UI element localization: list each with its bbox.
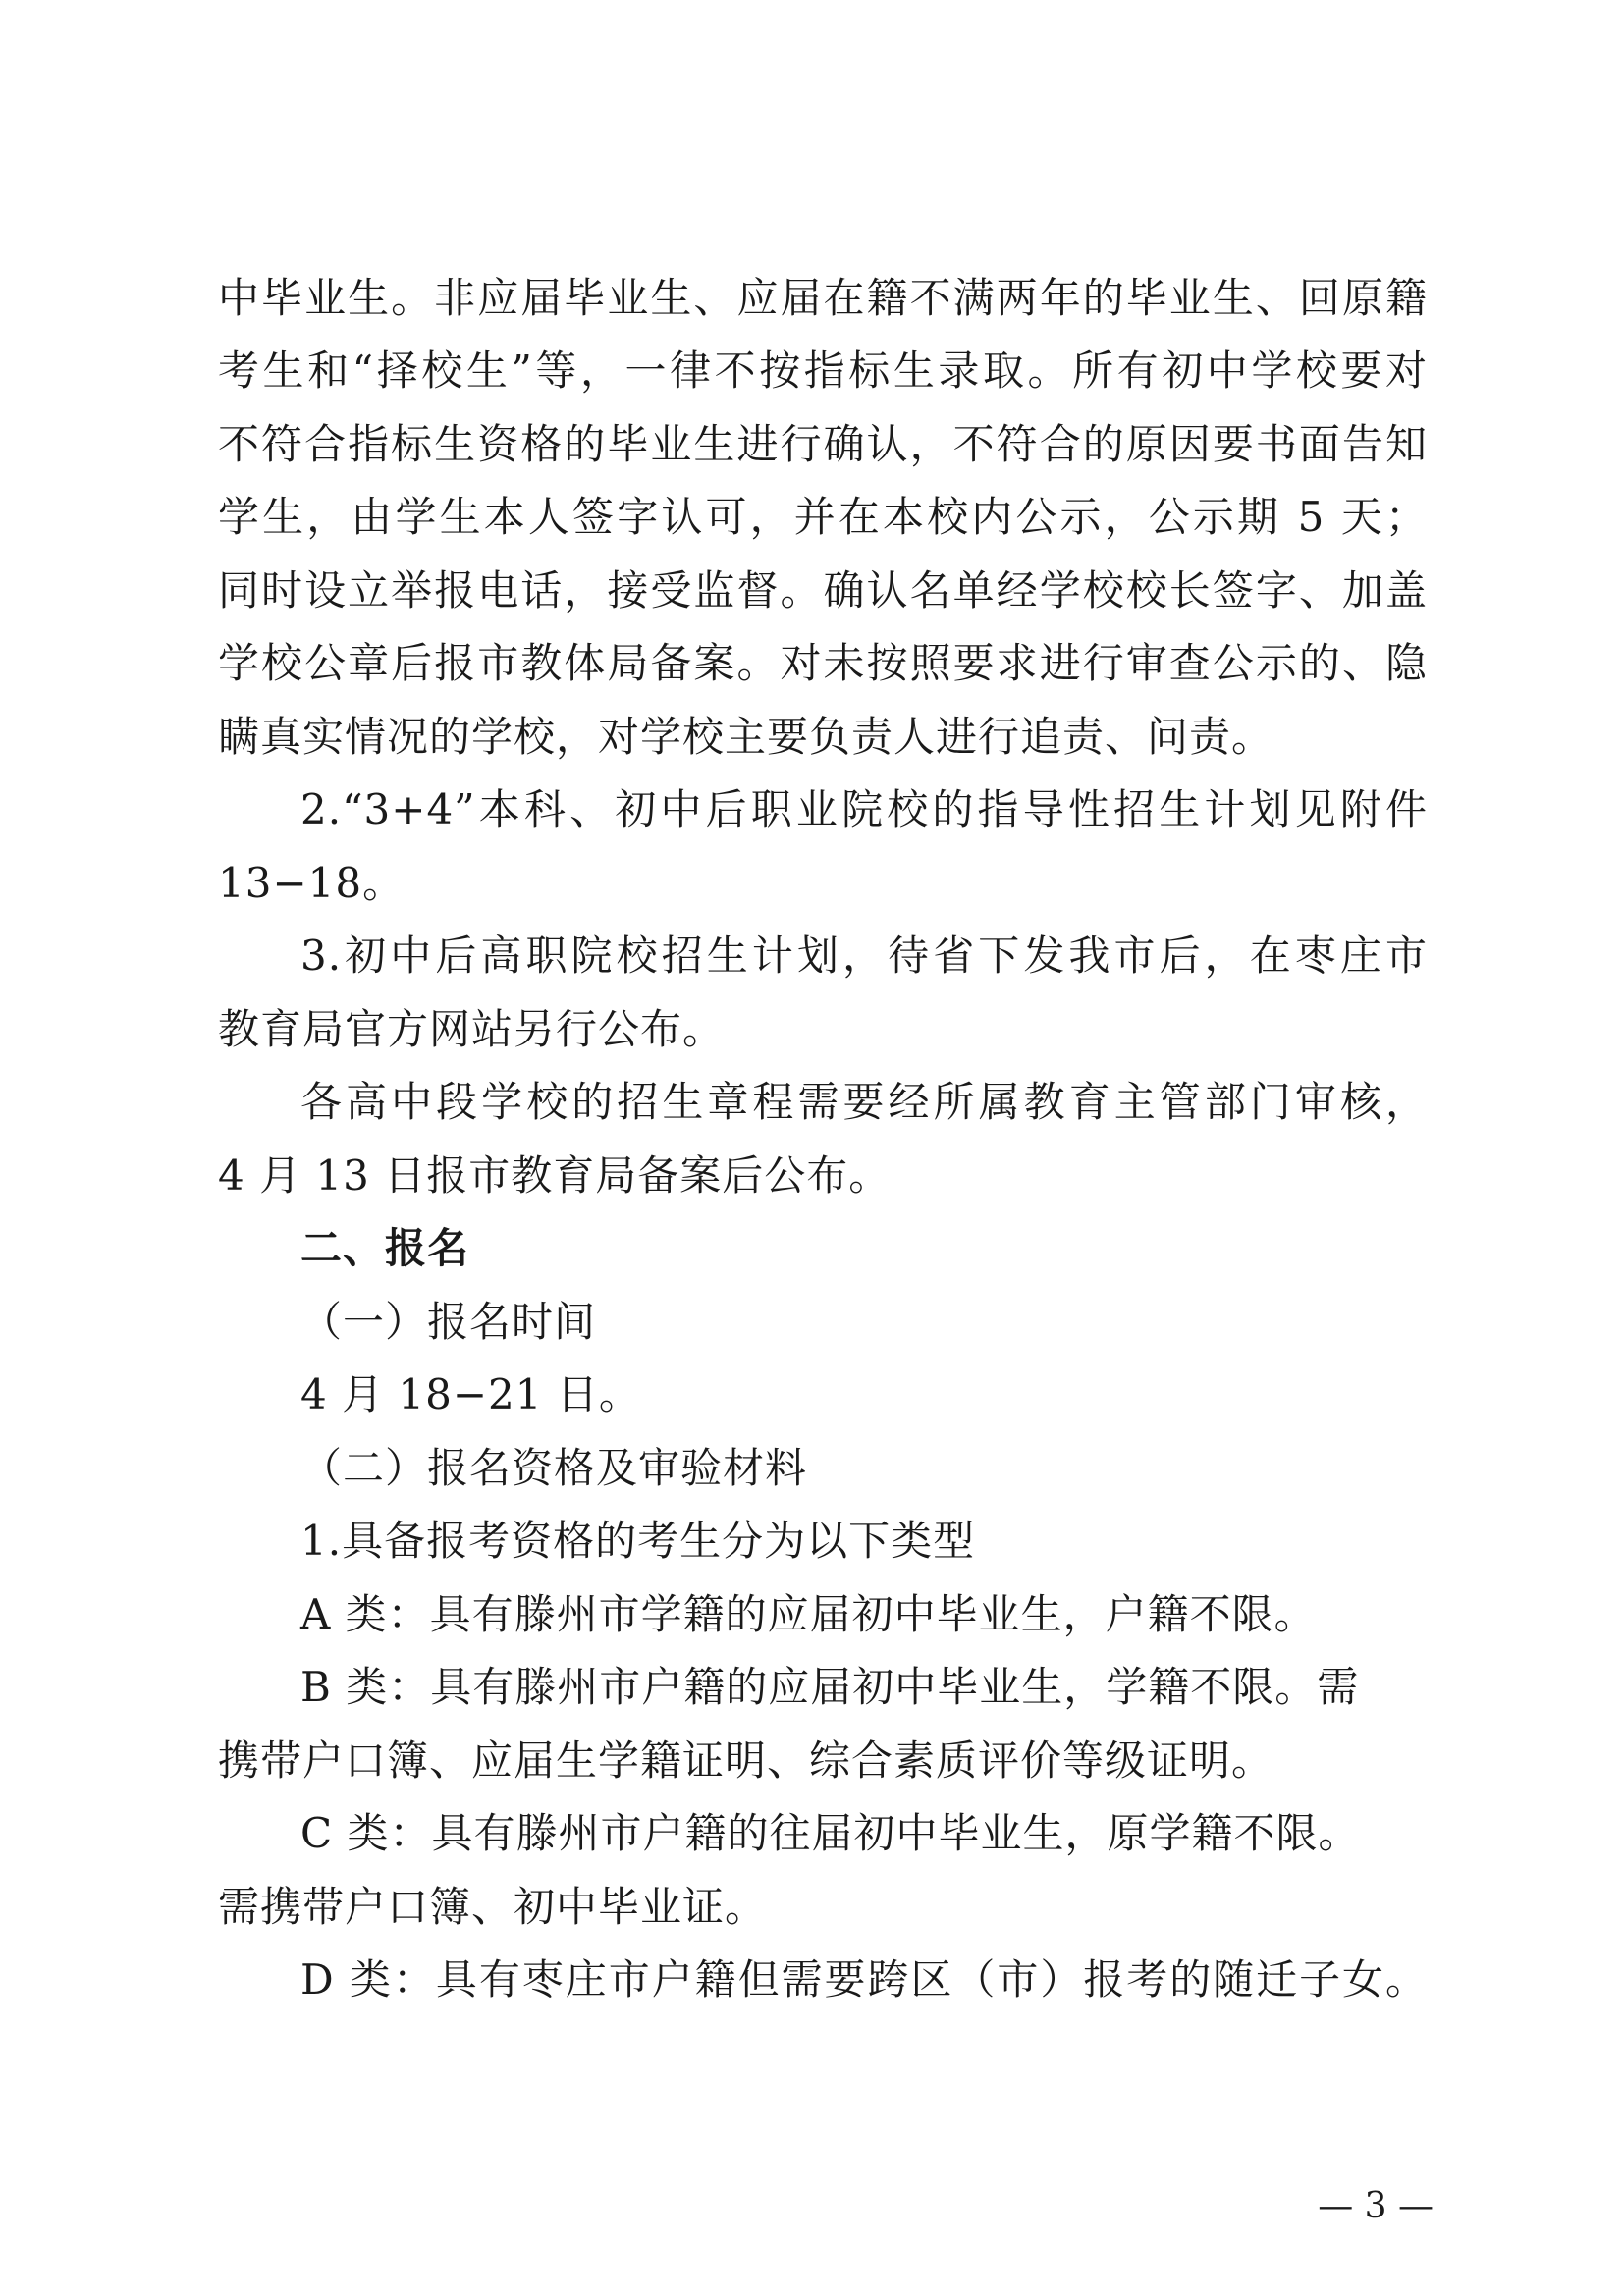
paragraph-line: 中毕业生。非应届毕业生、应届在籍不满两年的毕业生、回原籍 (218, 274, 1428, 322)
paragraph-line: 考生和“择校生”等，一律不按指标生录取。所有初中学校要对 (218, 347, 1428, 395)
paragraph-line: 学校公章后报市教体局备案。对未按照要求进行审查公示的、隐 (218, 639, 1428, 687)
paragraph-line: 4 月 13 日报市教育局备案后公布。 (218, 1151, 892, 1200)
paragraph-line: 学生，由学生本人签字认可，并在本校内公示，公示期 5 天； (218, 493, 1428, 541)
paragraph-line: C 类：具有滕州市户籍的往届初中毕业生，原学籍不限。 (300, 1809, 1361, 1857)
paragraph-line: D 类：具有枣庄市户籍但需要跨区（市）报考的随迁子女。 (300, 1955, 1428, 2003)
subsection-heading: （二）报名资格及审验材料 (300, 1444, 808, 1492)
subsection-heading: （一）报名时间 (300, 1298, 597, 1346)
paragraph-line: 4 月 18−21 日。 (300, 1370, 641, 1418)
page-number: — 3 — (1318, 2186, 1434, 2226)
paragraph-line: 携带户口簿、应届生学籍证明、综合素质评价等级证明。 (218, 1736, 1274, 1785)
section-heading: 二、报名 (300, 1224, 470, 1272)
paragraph-line: 各高中段学校的招生章程需要经所属教育主管部门审核， (300, 1078, 1428, 1126)
paragraph-line: 1.具备报考资格的考生分为以下类型 (300, 1517, 976, 1565)
paragraph-line: A 类：具有滕州市学籍的应届初中毕业生，户籍不限。 (300, 1590, 1317, 1638)
paragraph-line: 教育局官方网站另行公布。 (218, 1005, 726, 1053)
paragraph-line: 需携带户口簿、初中毕业证。 (218, 1883, 768, 1931)
paragraph-line: 3.初中后高职院校招生计划，待省下发我市后，在枣庄市 (300, 932, 1428, 980)
paragraph-line: 不符合指标生资格的毕业生进行确认，不符合的原因要书面告知 (218, 420, 1428, 468)
paragraph-line: B 类：具有滕州市户籍的应届初中毕业生，学籍不限。需 (300, 1663, 1360, 1711)
paragraph-line: 13−18。 (218, 859, 406, 907)
paragraph-line: 2.“3+4”本科、初中后职业院校的指导性招生计划见附件 (300, 785, 1428, 833)
paragraph-line: 同时设立举报电话，接受监督。确认名单经学校校长签字、加盖 (218, 566, 1428, 614)
paragraph-line: 瞒真实情况的学校，对学校主要负责人进行追责、问责。 (218, 713, 1274, 761)
